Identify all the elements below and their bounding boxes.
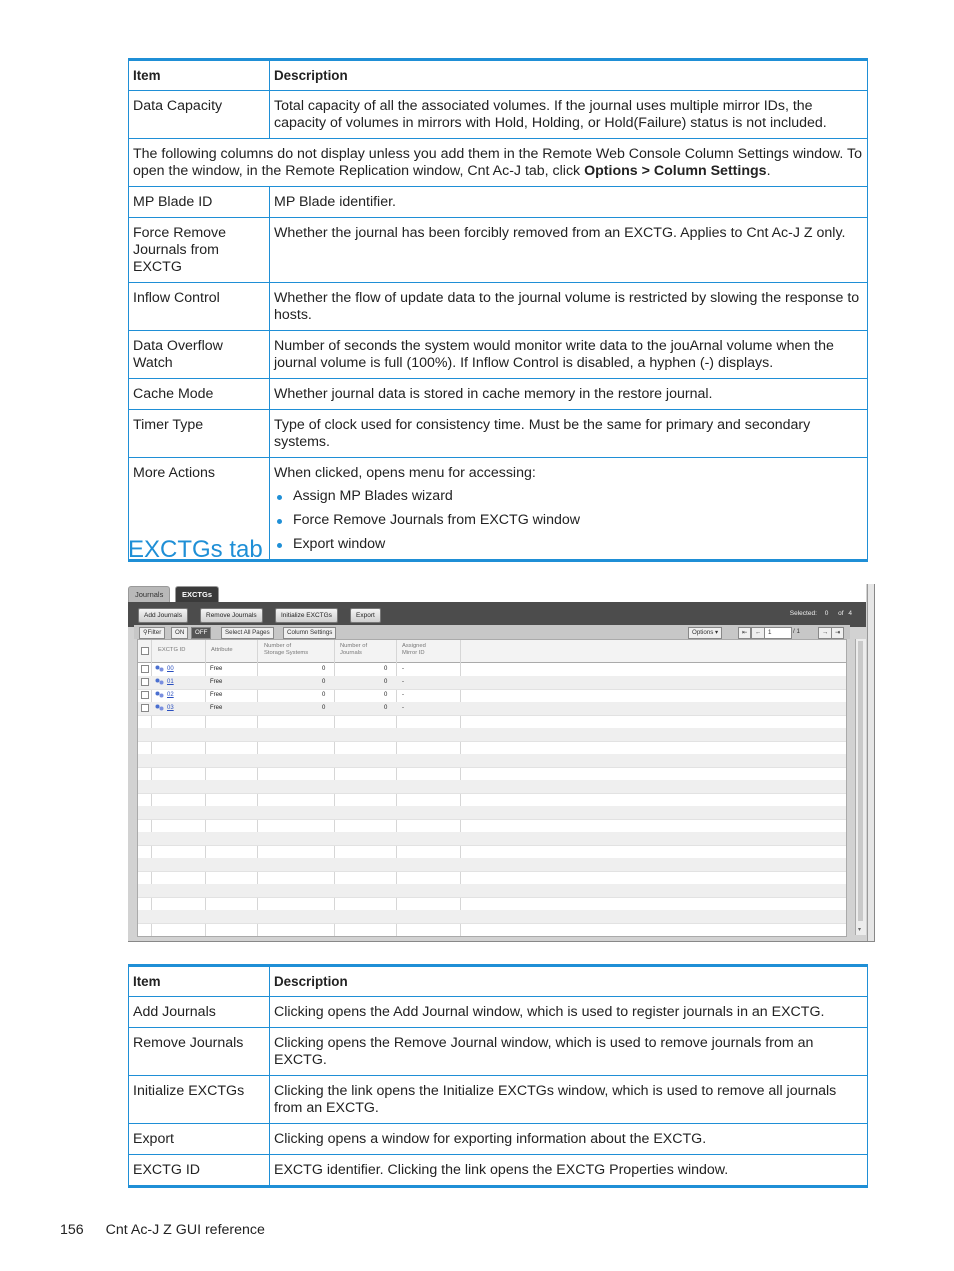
row-item: Initialize EXCTGs [129,1076,270,1124]
exctg-id-link[interactable]: 02 [167,692,174,698]
header-description: Description [270,966,868,997]
journals-cell: 0 [384,692,388,698]
column-settings-note-row [129,139,868,187]
table-row [129,91,868,139]
select-all-pages-button[interactable]: Select All Pages [221,627,274,639]
exctg-id-link[interactable]: 00 [167,666,174,672]
empty-row [138,832,846,846]
col-mirror-id[interactable] [402,643,426,657]
row-description: Number of seconds the system would monitor write data to the jouArnal volume when the journal volume is full (100%). If Inflow Control is disabled, a hyphen (-) displays. [270,331,868,379]
empty-row [138,806,846,820]
row-item: Export [129,1124,270,1155]
journals-cell: 0 [384,705,388,711]
note-text: The following columns do not display unless you add them in the Remote Web Console Column Settings window. To open the window, in the Remote Replication window, Cnt Ac-J tab, click [133,146,862,179]
row-item: Cache Mode [129,379,270,410]
mirror-id-cell: - [402,705,404,711]
empty-row [138,715,846,729]
header-description: Description [270,60,868,91]
section-title: EXCTGs tab [128,536,263,563]
columns-description-table [128,58,868,562]
table-row [129,379,868,410]
table-row[interactable] [138,676,846,690]
row-item: MP Blade ID [129,187,270,218]
menu-path: Options > Column Settings [584,163,767,179]
filter-off-toggle[interactable]: OFF [191,627,211,639]
col-journals[interactable] [340,643,367,657]
exctgs-tab-screenshot [128,584,875,942]
empty-row [138,793,846,807]
exctg-group-icon [155,678,164,685]
empty-row [138,923,846,937]
row-checkbox[interactable] [141,691,149,699]
filter-on-toggle[interactable]: ON [171,627,188,639]
grid-header [138,640,846,663]
col-mirror-id-line1: Assigned [402,643,426,649]
empty-row [138,780,846,794]
initialize-exctgs-button[interactable]: Initialize EXCTGs [275,608,338,623]
page-input[interactable]: 1 [764,627,792,639]
table-row [129,218,868,283]
col-attribute[interactable]: Attribute [211,647,233,653]
page-total: / 1 [793,628,800,635]
export-button[interactable]: Export [350,608,381,623]
remove-journals-button[interactable]: Remove Journals [200,608,263,623]
col-storage-systems-line1: Number of [264,643,292,649]
row-item: Add Journals [129,997,270,1028]
prev-page-icon[interactable]: ← [751,627,765,639]
column-settings-button[interactable]: Column Settings [283,627,336,639]
table-row [129,187,868,218]
journals-cell: 0 [384,666,388,672]
empty-row [138,897,846,911]
exctg-grid [137,639,847,937]
row-item: Inflow Control [129,283,270,331]
storage-systems-cell: 0 [322,679,326,685]
last-page-icon[interactable]: ⇥ [831,627,844,639]
col-journals-line1: Number of [340,643,368,649]
table-row [129,1155,868,1187]
row-item: EXCTG ID [129,1155,270,1187]
header-item: Item [129,966,270,997]
row-description [270,458,868,561]
selection-count [790,610,852,617]
empty-row [138,728,846,742]
table-row[interactable] [138,702,846,716]
vertical-scrollbar[interactable] [855,639,866,935]
row-checkbox[interactable] [141,704,149,712]
row-item: Data Overflow Watch [129,331,270,379]
selected-count: 0 [824,610,829,617]
column-settings-note [129,139,868,187]
more-actions-intro: When clicked, opens menu for accessing: [274,465,536,481]
empty-row [138,858,846,872]
footer-title: Cnt Ac-J Z GUI reference [105,1222,265,1238]
tab-strip [128,584,866,602]
scrollbar-thumb[interactable] [858,641,863,921]
table-header-row [129,60,868,91]
exctgs-tab-description-table [128,964,868,1188]
storage-systems-cell: 0 [322,692,326,698]
row-checkbox[interactable] [141,665,149,673]
empty-row [138,741,846,755]
page-footer [60,1222,265,1238]
next-page-icon[interactable]: → [818,627,832,639]
col-storage-systems[interactable] [264,643,308,657]
exctg-group-icon [155,691,164,698]
col-journals-line2: Journals [340,650,362,656]
total-count: 4 [848,610,852,617]
empty-row [138,910,846,924]
row-description: Clicking opens the Add Journal window, which is used to register journals in an EXCTG. [270,997,868,1028]
of-label: of [838,610,844,617]
row-item: Timer Type [129,410,270,458]
options-dropdown[interactable]: Options ▾ [688,627,722,639]
row-item: Remove Journals [129,1028,270,1076]
exctg-group-icon [155,704,164,711]
row-description: EXCTG identifier. Clicking the link opens the EXCTG Properties window. [270,1155,868,1187]
col-storage-systems-line2: Storage Systems [264,650,309,656]
row-checkbox[interactable] [141,678,149,686]
more-actions-list [274,488,863,553]
row-description: Whether the journal has been forcibly removed from an EXCTG. Applies to Cnt Ac-J Z only. [270,218,868,283]
table-row [129,997,868,1028]
list-item: Force Remove Journals from EXCTG window [274,512,863,529]
note-text-end: . [766,163,771,179]
mirror-id-cell: - [402,692,404,698]
row-description: Whether the flow of update data to the journal volume is restricted by slowing the response to hosts. [270,283,868,331]
row-description: Clicking the link opens the Initialize EXCTGs window, which is used to remove all journals from an EXCTG. [270,1076,868,1124]
attribute-cell: Free [210,679,223,685]
exctg-id-link[interactable]: 01 [167,679,174,685]
table-row[interactable] [138,689,846,703]
row-item: Data Capacity [129,91,270,139]
empty-row [138,884,846,898]
first-page-icon[interactable]: ⇤ [738,627,751,639]
row-description: Type of clock used for consistency time. Must be the same for primary and secondary systems. [270,410,868,458]
row-description: Total capacity of all the associated volumes. If the journal uses multiple mirror IDs, the capacity of volumes in mirrors with Hold, Holding, or Hold(Failure) status is not included. [270,91,868,139]
mirror-id-cell: - [402,666,404,672]
empty-row [138,754,846,768]
row-description: MP Blade identifier. [270,187,868,218]
empty-row [138,871,846,885]
table-row [129,331,868,379]
selected-label: Selected: [789,610,817,617]
window-scrollbar[interactable] [867,584,874,941]
journals-cell: 0 [384,679,388,685]
add-journals-button[interactable]: Add Journals [138,608,188,623]
storage-systems-cell: 0 [322,666,326,672]
col-exctg-id[interactable]: EXCTG ID [158,647,186,653]
table-row [129,1028,868,1076]
tab-journals[interactable]: Journals [128,586,170,602]
empty-row [138,819,846,833]
tab-exctgs[interactable]: EXCTGs [175,586,219,602]
filter-button[interactable]: ⚲Filter [139,627,165,639]
table-row [129,1076,868,1124]
scroll-down-icon[interactable]: ▾ [858,927,862,933]
select-all-checkbox[interactable] [141,647,149,655]
list-item: Export window [274,536,863,553]
empty-row [138,767,846,781]
empty-row [138,845,846,859]
table-row[interactable] [138,663,846,677]
mirror-id-cell: - [402,679,404,685]
header-item: Item [129,60,270,91]
row-item: Force Remove Journals from EXCTG [129,218,270,283]
page-number: 156 [60,1222,84,1238]
attribute-cell: Free [210,666,223,672]
row-description: Clicking opens the Remove Journal window, which is used to remove journals from an EXCTG. [270,1028,868,1076]
exctg-id-link[interactable]: 03 [167,705,174,711]
table-header-row [129,966,868,997]
row-description: Whether journal data is stored in cache memory in the restore journal. [270,379,868,410]
exctg-group-icon [155,665,164,672]
table-row [129,410,868,458]
list-item: Assign MP Blades wizard [274,488,863,505]
row-item: More Actions [129,458,270,561]
attribute-cell: Free [210,705,223,711]
col-mirror-id-line2: Mirror ID [402,650,425,656]
table-row [129,283,868,331]
storage-systems-cell: 0 [322,705,326,711]
attribute-cell: Free [210,692,223,698]
row-description: Clicking opens a window for exporting information about the EXCTG. [270,1124,868,1155]
table-row [129,1124,868,1155]
